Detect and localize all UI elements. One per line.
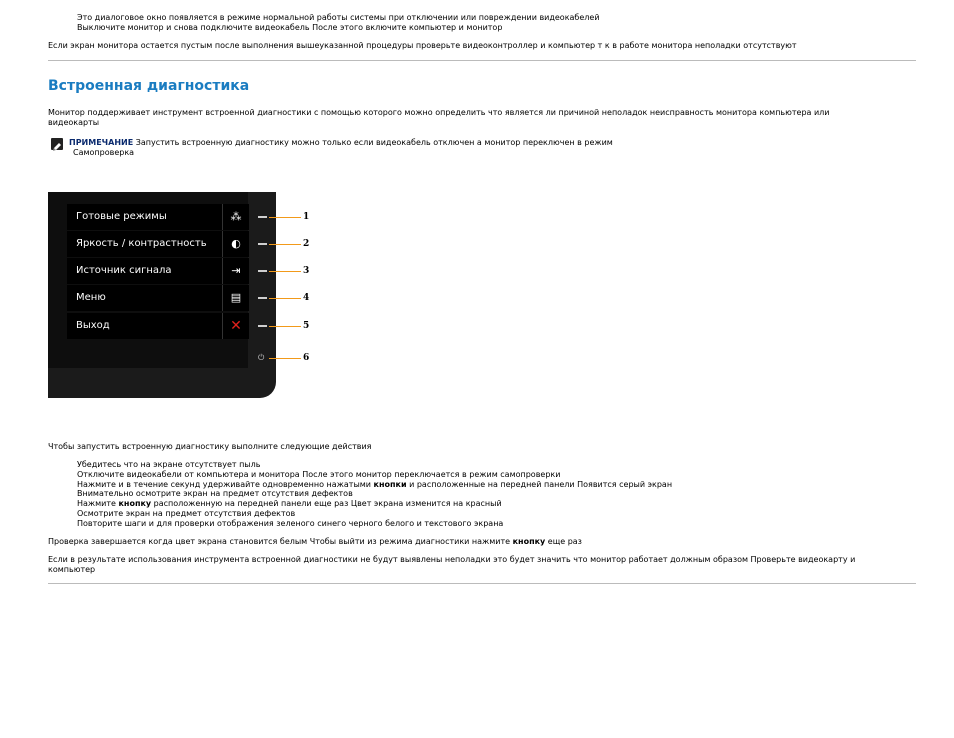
front-button-3[interactable]: [258, 270, 267, 272]
section-desc-2: видеокарты: [48, 118, 100, 127]
callout-line-6: [269, 358, 301, 359]
callout-number-5: 5: [303, 321, 310, 331]
step-6: Осмотрите экран на предмет отсутствия дефектов: [77, 509, 296, 518]
step-5-text-c: расположенную на передней панели еще раз Цвет экрана изменится на красный: [151, 499, 502, 508]
step-5-text-bold: кнопку: [118, 499, 152, 508]
outro-text-c: еще раз: [545, 537, 582, 546]
intro-line-1: Это диалоговое окно появляется в режиме нормальной работы системы при отключении или повреждении видеокабелей: [77, 13, 600, 22]
front-button-1[interactable]: [258, 216, 267, 218]
outro-line-1: [48, 537, 582, 547]
front-button-5[interactable]: [258, 325, 267, 327]
callout-number-6: 6: [303, 353, 310, 363]
outro-line-2: Если в результате использования инструмента встроенной диагностики не будут выявлены неполадки это будет значить что монитор работает должным образом Проверьте видеокарту и: [48, 555, 856, 564]
note-label: ПРИМЕЧАНИЕ: [69, 138, 134, 147]
step-3-text-a: Нажмите и в течение секунд удерживайте одновременно нажатыми: [77, 480, 374, 489]
front-button-4[interactable]: [258, 297, 267, 299]
outro-text-a: Проверка завершается когда цвет экрана становится белым Чтобы выйти из режима диагностики нажмите: [48, 537, 513, 546]
section-desc-1: Монитор поддерживает инструмент встроенной диагностики с помощью которого можно определить что является ли причиной неполадок неисправность монитора компьютера или: [48, 108, 830, 117]
callout-number-3: 3: [303, 266, 310, 276]
step-5: [77, 499, 502, 509]
step-3-text-c: и расположенные на передней панели Появится серый экран: [406, 480, 673, 489]
steps-lead: Чтобы запустить встроенную диагностику выполните следующие действия: [48, 442, 372, 451]
step-7: Повторите шаги и для проверки отображения зеленого синего черного белого и текстового экрана: [77, 519, 504, 528]
exit-icon: ✕: [222, 313, 249, 339]
callout-line-5: [269, 326, 301, 327]
callout-line-1: [269, 217, 301, 218]
osd-item-brightness-contrast[interactable]: [67, 231, 249, 257]
note-text-2: Самопроверка: [73, 148, 135, 157]
divider-bottom: [48, 583, 916, 584]
step-1: Убедитесь что на экране отсутствует пыль: [77, 460, 261, 469]
menu-icon: ▤: [222, 285, 249, 311]
osd-item-menu[interactable]: [67, 285, 249, 311]
step-3-text-bold: кнопки: [373, 480, 407, 489]
step-4: Внимательно осмотрите экран на предмет отсутствия дефектов: [77, 489, 353, 498]
callout-line-4: [269, 298, 301, 299]
note-line-1: [69, 138, 613, 148]
intro-line-2: Выключите монитор и снова подключите видеокабель После этого включите компьютер и монитор: [77, 23, 503, 32]
outro-text-bold: кнопку: [512, 537, 546, 546]
step-5-text-a: Нажмите: [77, 499, 119, 508]
note-pencil-icon: [51, 138, 63, 150]
osd-item-exit[interactable]: [67, 313, 249, 339]
front-button-2[interactable]: [258, 243, 267, 245]
step-2: Отключите видеокабели от компьютера и монитора После этого монитор переключается в режим самопроверки: [77, 470, 561, 479]
input-source-icon: ⇥: [222, 258, 249, 284]
osd-item-label: Яркость / контрастность: [76, 238, 207, 249]
osd-item-input-source[interactable]: [67, 258, 249, 284]
osd-item-label: Источник сигнала: [76, 265, 172, 276]
intro-line-3: Если экран монитора остается пустым после выполнения вышеуказанной процедуры проверьте видеоконтроллер и компьютер т к в работе монитора неполадки отсутствуют: [48, 41, 797, 50]
callout-number-2: 2: [303, 239, 310, 249]
divider-top: [48, 60, 916, 61]
callout-number-1: 1: [303, 212, 310, 222]
note-text-1: Запустить встроенную диагностику можно только если видеокабель отключен а монитор переключен в режим: [133, 138, 613, 147]
power-button-icon[interactable]: ⏻: [258, 353, 265, 362]
osd-item-label: Выход: [76, 320, 110, 331]
callout-line-2: [269, 244, 301, 245]
callout-number-4: 4: [303, 293, 310, 303]
outro-line-3: компьютер: [48, 565, 96, 574]
osd-item-preset-modes[interactable]: [67, 204, 249, 230]
osd-item-label: Готовые режимы: [76, 211, 167, 222]
osd-item-label: Меню: [76, 292, 106, 303]
section-title: Встроенная диагностика: [48, 78, 250, 94]
three-dots-icon: ⁂: [222, 204, 249, 230]
callout-line-3: [269, 271, 301, 272]
brightness-icon: ◐: [222, 231, 249, 257]
